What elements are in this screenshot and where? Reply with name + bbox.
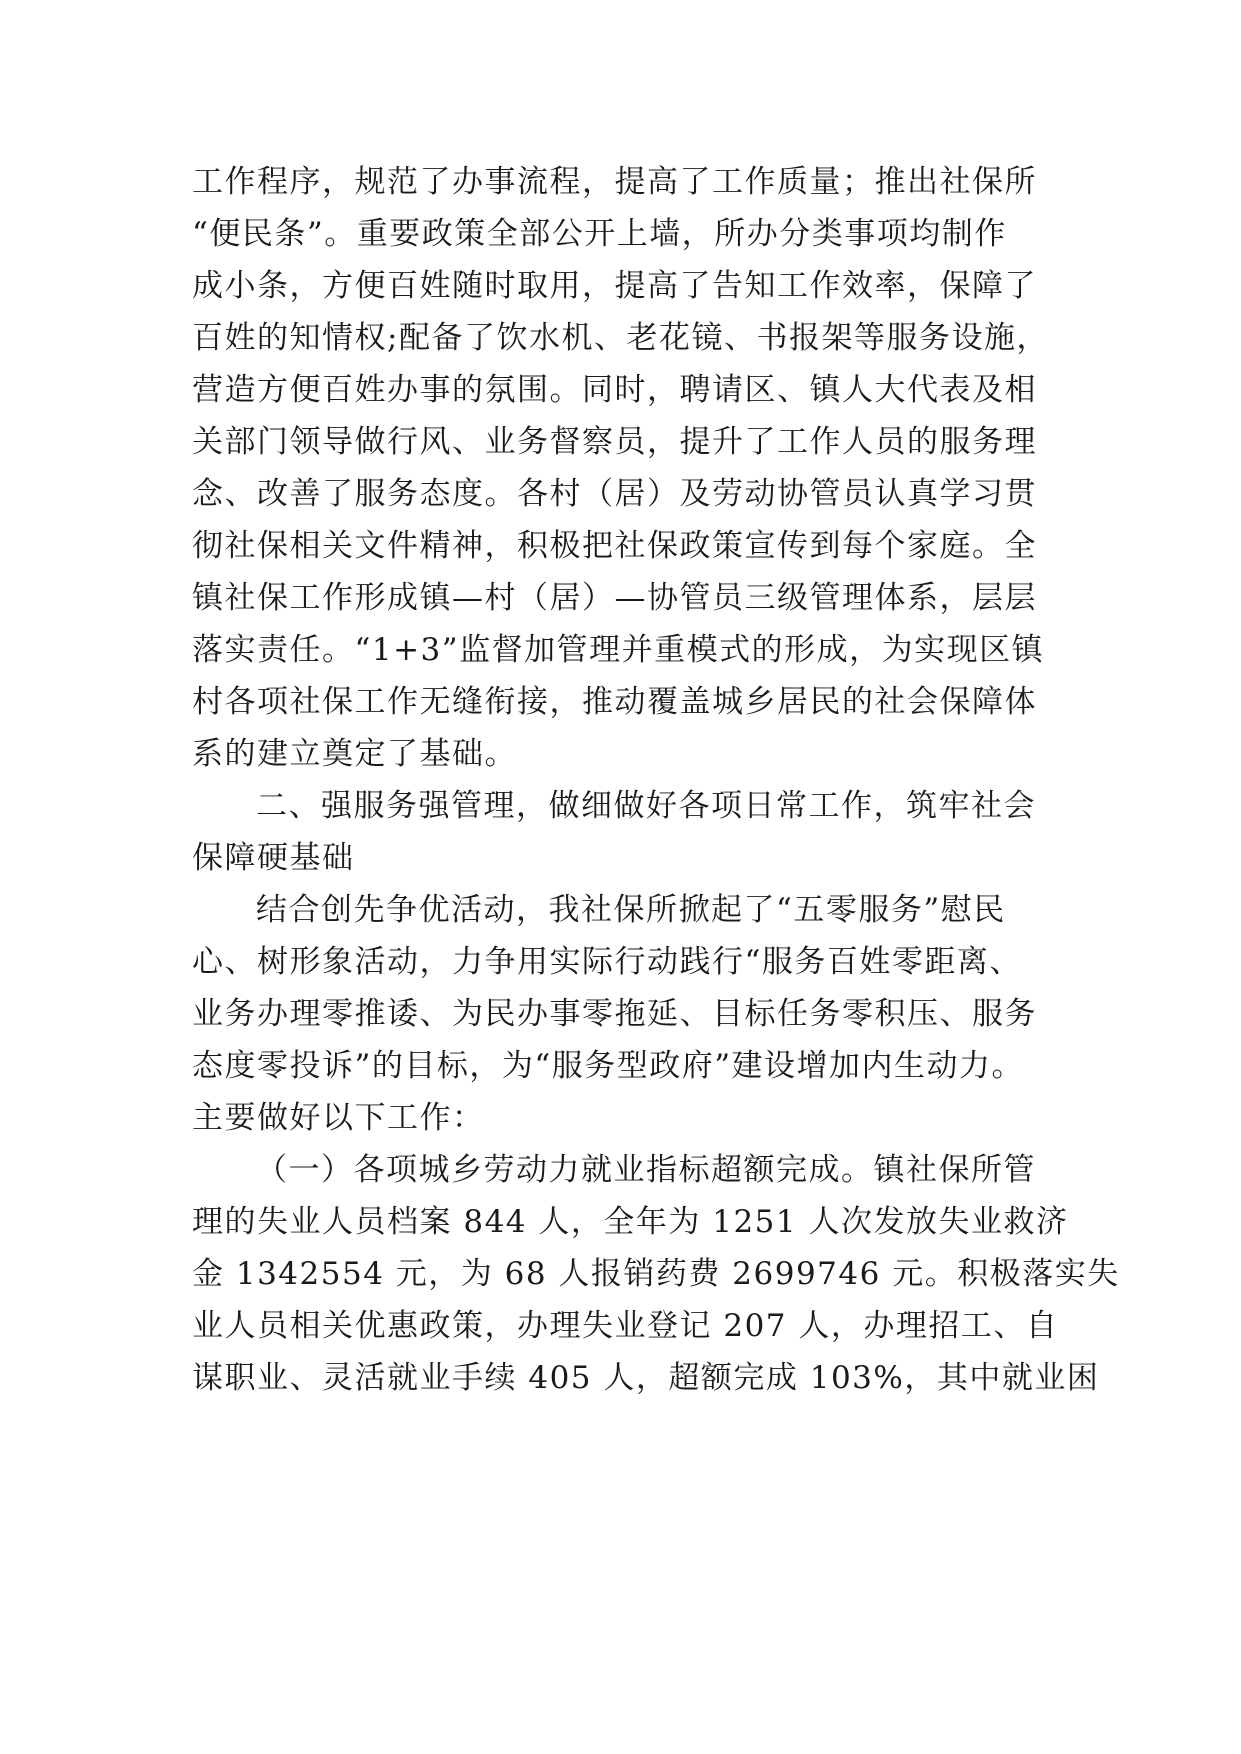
text-line: 心、树形象活动，力争用实际行动践行“服务百姓零距离、: [192, 944, 1022, 980]
text-line: 念、改善了服务态度。各村（居）及劳动协管员认真学习贯: [192, 476, 1037, 512]
text-line: 主要做好以下工作：: [192, 1100, 485, 1136]
text-line: 关部门领导做行风、业务督察员，提升了工作人员的服务理: [192, 424, 1037, 460]
text-line: 工作程序，规范了办事流程，提高了工作质量；推出社保所: [192, 164, 1037, 200]
text-line: 营造方便百姓办事的氛围。同时，聘请区、镇人大代表及相: [192, 372, 1037, 408]
text-line: 落实责任。“1+3”监督加管理并重模式的形成，为实现区镇: [192, 632, 1045, 668]
text-line: 谋职业、灵活就业手续 405 人，超额完成 103%，其中就业困: [192, 1360, 1100, 1396]
text-line: 镇社保工作形成镇—村（居）—协管员三级管理体系，层层: [192, 580, 1037, 616]
text-line: 百姓的知情权;配备了饮水机、老花镜、书报架等服务设施，: [192, 320, 1049, 356]
section-heading-line: 保障硬基础: [192, 840, 355, 876]
subsection-line: （一）各项城乡劳动力就业指标超额完成。镇社保所管: [256, 1152, 1036, 1188]
text-line: 理的失业人员档案 844 人，全年为 1251 人次发放失业救济: [192, 1204, 1069, 1240]
text-line: 成小条，方便百姓随时取用，提高了告知工作效率，保障了: [192, 268, 1037, 304]
document-body: [192, 156, 1120, 1404]
text-line: 结合创先争优活动，我社保所掀起了“五零服务”慰民: [256, 892, 1006, 928]
text-line: 业人员相关优惠政策，办理失业登记 207 人，办理招工、自: [192, 1308, 1059, 1344]
text-line: 金 1342554 元，为 68 人报销药费 2699746 元。积极落实失: [192, 1256, 1120, 1292]
text-line: 态度零投诉”的目标，为“服务型政府”建设增加内生动力。: [192, 1048, 1025, 1084]
text-line: “便民条”。重要政策全部公开上墙，所办分类事项均制作: [192, 216, 1007, 252]
text-line: 彻社保相关文件精神，积极把社保政策宣传到每个家庭。全: [192, 528, 1037, 564]
section-heading-line: 二、强服务强管理，做细做好各项日常工作，筑牢社会: [256, 788, 1036, 824]
text-line: 业务办理零推诿、为民办事零拖延、目标任务零积压、服务: [192, 996, 1037, 1032]
text-line: 村各项社保工作无缝衔接，推动覆盖城乡居民的社会保障体: [192, 684, 1037, 720]
text-line: 系的建立奠定了基础。: [192, 736, 517, 772]
